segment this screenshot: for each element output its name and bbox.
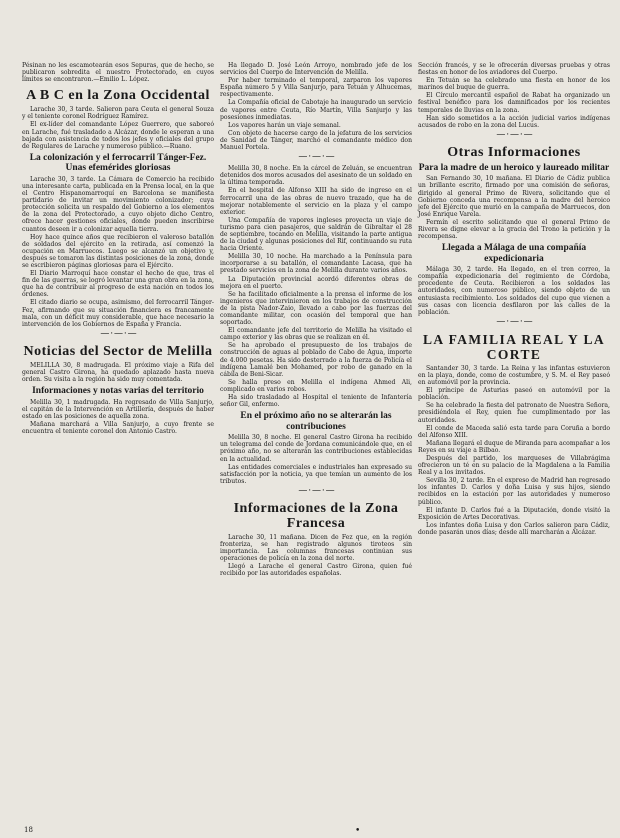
article-paragraph: El citado diario se ocupa, asimismo, del ferrocarril Tánger-Fez, afirmando que su situación financiera es francamente mala, con un déficit muy considerable, que hace necesario la intervención de los Gobiernos de España y Francia.: [22, 299, 214, 328]
article-paragraph: Se ha aprobado el presupuesto de los trabajos de construcción de aguas al poblado de Cabo de Agua, importe de 4.000 pesetas. Ha sido desterrado a la fuerza de Policía el indígena Lamalé ben Mohamed, por robo de ganado en la cábila de Beni-Sicar.: [220, 342, 412, 378]
section-separator: — · — · —: [298, 152, 334, 163]
article-paragraph: Con objeto de hacerse cargo de la jefatura de los servicios de Sanidad de Tánger, marchó el comandante médico don Manuel Portela.: [220, 129, 412, 152]
page-number: 18: [24, 826, 33, 834]
article-paragraph: Sevilla 30, 2 tarde. En el expreso de Madrid han regresado los infantes D. Carlos y doña Luisa y sus hijos, siendo recibidos en la estación por las autoridades y numeroso público.: [418, 477, 610, 506]
article-paragraph: Larache 30, 11 mañana. Dicen de Fez que, en la región fronteriza, se han registrado algunos tiroteos sin importancia. Las columnas francesas continúan sus operaciones de policía en la zona del norte.: [220, 533, 412, 563]
section-separator: — · — · —: [496, 129, 532, 140]
article-paragraph: El príncipe de Asturias paseó en automóvil por la población.: [418, 387, 610, 402]
article-paragraph: Una Compañía de vapores ingleses proyecta un viaje de turismo para cien pasajeros, que saldrán de Gibraltar el 28 de septiembre, tocando en Melilla, visitando la parte antigua de la ciudad y algunas posiciones del Rif, continuando su ruta hacia Oriente.: [220, 216, 412, 253]
article-paragraph: Mañana marchará a Villa Sanjurjo, a cuyo frente se encuentra el teniente coronel don Antonio Castro.: [22, 420, 214, 435]
article-paragraph: El Diario Marroquí hace constar el hecho de que, tras el fin de las guerras, se logró levantar una gran obra en la zona, que ha de contribuir al progreso de esta nación en todos los órdenes.: [22, 270, 214, 299]
article-paragraph: Sección francés, y se le ofrecerán diversas pruebas y otras fiestas en honor de los aviadores del Cuerpo.: [418, 62, 610, 77]
otras-informaciones-title: Otras Informaciones: [447, 144, 581, 160]
intro-paragraph: Pésinan no les escamotearán esos Sepuras, que de hecho, se publicaron sobredita el nuestro Protectorado, en cuyos límites se encontraron.—Emilio L. López.: [22, 62, 214, 84]
article-paragraph: Las entidades comerciales e industriales han expresado su satisfacción por la noticia, ya que temían un aumento de los tributos.: [220, 463, 412, 485]
article-paragraph: Fermín el escrito solicitando que el general Primo de Rivera se digne elevar a la gracia del Trono la petición y la recompensa.: [418, 218, 610, 241]
informaciones-territorio-subheading: Informaciones y notas varias del territorio: [32, 386, 204, 397]
column-2: [220, 62, 412, 578]
article-paragraph: Se ha facilitado oficialmente a la prensa el informe de los ingenieros que intervinieron en los trabajos de construcción de la pista Nador-Zaio, llevado a cabo por las fuerzas del comandante militar, con ocasión del temporal que han soportado.: [220, 290, 412, 327]
article-paragraph: Por haber terminado el temporal, zarparon los vapores España número 5 y Villa Sanjurjo, para Tetuán y Alhucemas, respectivamente.: [220, 77, 412, 99]
article-paragraph: El Círculo mercantil español de Rabat ha organizado un festival benéfico para los damnificados por los recientes temporales de lluvias en la zona.: [418, 92, 610, 114]
article-paragraph: Melilla 30, 8 noche. El general Castro Girona ha recibido un telegrama del conde de Jordana comunicándole que, en el próximo año, no se alterarán las contribuciones establecidas en la actualidad.: [220, 434, 412, 463]
article-paragraph: Málaga 30, 2 tarde. Ha llegado, en el tren correo, la compañía expedicionaria del regimiento de Córdoba, procedente de Ceuta. Recibieron a los soldados las autoridades, con numeroso público, siendo objeto de un entusiasta recibimiento. Los soldados del cupo que vienen a sus casas con licencia desfilaron por las calles de la población.: [418, 266, 610, 316]
article-paragraph: Se ha celebrado la fiesta del patronato de Nuestra Señora, presidiéndola el Rey, quien fue cumplimentado por las autoridades.: [418, 402, 610, 424]
article-paragraph: Después del partido, los marqueses de Villabrágima ofrecieron un té en su palacio de la Magdalena a la Familia Real y a los invitados.: [418, 454, 610, 477]
contribuciones-subheading: En el próximo año no se alterarán las contribuciones: [240, 411, 392, 432]
article-paragraph: San Fernando 30, 10 mañana. El Diario de Cádiz publica un brillante escrito, firmado por una comisión de señoras, dirigido al general Primo de Rivera, solicitando que el Gobierno conceda una recompensa a la madre del heroico jefe del Ejército que murió en la campaña de Marruecos, don José Enrique Varela.: [418, 175, 610, 218]
article-paragraph: La Compañía oficial de Cabotaje ha inaugurado un servicio de vapores entre Ceuta, Río Martín, Villa Sanjurjo y las posesiones inmediatas.: [220, 99, 412, 121]
column-1: [22, 62, 214, 436]
article-paragraph: MELILLA 30, 8 madrugada. El próximo viaje a Rifa del general Castro Girona, ha quedado aplazado hasta nueva orden. Su visita a la región ha sido muy comentada.: [22, 361, 214, 383]
article-paragraph: En Tetuán se ha celebrado una fiesta en honor de los marinos del buque de guerra.: [418, 77, 610, 92]
madre-heroico-subheading: Para la madre de un heroico y laureado militar: [418, 162, 610, 173]
article-paragraph: Se halla preso en Melilla el indígena Ahmed Ali, complicado en varios robos.: [220, 378, 412, 393]
zona-francesa-title: Informaciones de la Zona Francesa: [233, 500, 399, 531]
article-paragraph: El conde de Maceda salió esta tarde para Coruña a bordo del Alfonso XIII.: [418, 424, 610, 439]
article-paragraph: Santander 30, 3 tarde. La Reina y las infantas estuvieron en la playa, donde, como de costumbre, y S. M. el Rey paseó en automóvil por la provincia.: [418, 364, 610, 387]
article-paragraph: Mañana llegará el duque de Miranda para acompañar a los Reyes en su viaje a Bilbao.: [418, 439, 610, 454]
article-paragraph: El infante D. Carlos fué a la Diputación, donde visitó la Exposición de Artes Decorativas.: [418, 506, 610, 521]
article-paragraph: El ex-líder del comandante López Guerrero, que saboreó en Larache, fué trasladado a Alcázar, donde le esperan a una bajada con asistencia de todos los jefes y oficiales del grupo de Regulares de Larache y numeroso público.—Ruano.: [22, 121, 214, 150]
section-separator: — · — · —: [496, 316, 532, 327]
colonizacion-subheading: La colonización y el ferrocarril Tánger-Fez. Unas efemérides gloriosas: [29, 152, 207, 174]
article-paragraph: Melilla 30, 1 madrugada. Ha regresado de Villa Sanjurjo, el capitán de la Intervención en Artillería, después de haber estado en las posiciones de aquella zona.: [22, 398, 214, 420]
article-paragraph: Larache 30, 3 tarde. La Cámara de Comercio ha recibido una interesante carta, publicada en la Prensa local, en la que el Centro Hispanomarroquí en Barcelona se manifiesta partidario de invitar un movimiento colonizador; cuya protección solicita un respaldo del Gobierno a los elementos de la zona del Protectorado, a cuyo objeto dicho Centro, ofrece hacer gestiones oficiales, donde pueden inscribirse cuantos deseen ir a colonizar aquella tierra.: [22, 175, 214, 233]
article-paragraph: Han sido sometidos a la acción judicial varios indígenas acusados de robo en la zona del Lucus.: [418, 114, 610, 129]
llegada-malaga-subheading: Llegada a Málaga de una compañía expedicionaria: [441, 243, 587, 264]
article-paragraph: Melilla 30, 10 noche. Ha marchado a la Península para incorporarse a su batallón, el comandante Lacasa, que ha prestado servicios en la zona de Melilla durante varios años.: [220, 253, 412, 275]
article-paragraph: Ha llegado D. José León Arroyo, nombrado jefe de los servicios del Cuerpo de Intervención de Melilla.: [220, 62, 412, 77]
noticias-melilla-title: Noticias del Sector de Melilla: [23, 343, 213, 359]
familia-real-title: LA FAMILIA REAL Y LA CORTE: [422, 331, 606, 362]
article-paragraph: La Diputación provincial acordó diferentes obras de mejora en el puerto.: [220, 275, 412, 290]
fold-mark-icon: •: [355, 826, 361, 836]
article-paragraph: Los vapores harán un viaje semanal.: [228, 121, 341, 129]
article-paragraph: En el hospital de Alfonso XIII ha sido de ingreso en el ferrocarril una de las obras de nuevo trazado, que ha de mejorar notablemente el servicio en la plaza y el campo exterior.: [220, 187, 412, 216]
article-paragraph: Hoy hace quince años que recibieron el valeroso batallón de soldados del ejército en la retirada, así comenzó la ocupación en Marruecos. Luego se alcanzó un objetivo y, después se tomaron las distintas posiciones de la zona, donde se escribieron páginas gloriosas para el Ejército.: [22, 233, 214, 269]
article-paragraph: Larache 30, 3 tarde. Salieron para Ceuta el general Souza y el teniente coronel Rodríguez Ramírez.: [22, 106, 214, 121]
article-paragraph: Melilla 30, 8 noche. En la cárcel de Zeluán, se encuentran detenidos dos moros acusados del asesinato de un soldado en la última temporada.: [220, 165, 412, 187]
abc-zona-occidental-title: A B C en la Zona Occidental: [26, 88, 210, 104]
section-separator: — · — · —: [298, 485, 334, 496]
article-paragraph: Ha sido trasladado al Hospital el teniente de Infantería señor Gil, enfermo.: [220, 394, 412, 409]
article-paragraph: Los infantes doña Luisa y don Carlos salieron para Cádiz, donde pasarán unos días; desde allí marcharán a Alcázar.: [418, 521, 610, 536]
article-paragraph: Llegó a Larache el general Castro Girona, quien fué recibido por las autoridades españolas.: [220, 563, 412, 578]
section-separator: — · — · —: [100, 328, 136, 339]
column-3: [418, 62, 610, 537]
article-paragraph: El comandante jefe del territorio de Melilla ha visitado el campo exterior y las obras que se realizan en él.: [220, 327, 412, 342]
